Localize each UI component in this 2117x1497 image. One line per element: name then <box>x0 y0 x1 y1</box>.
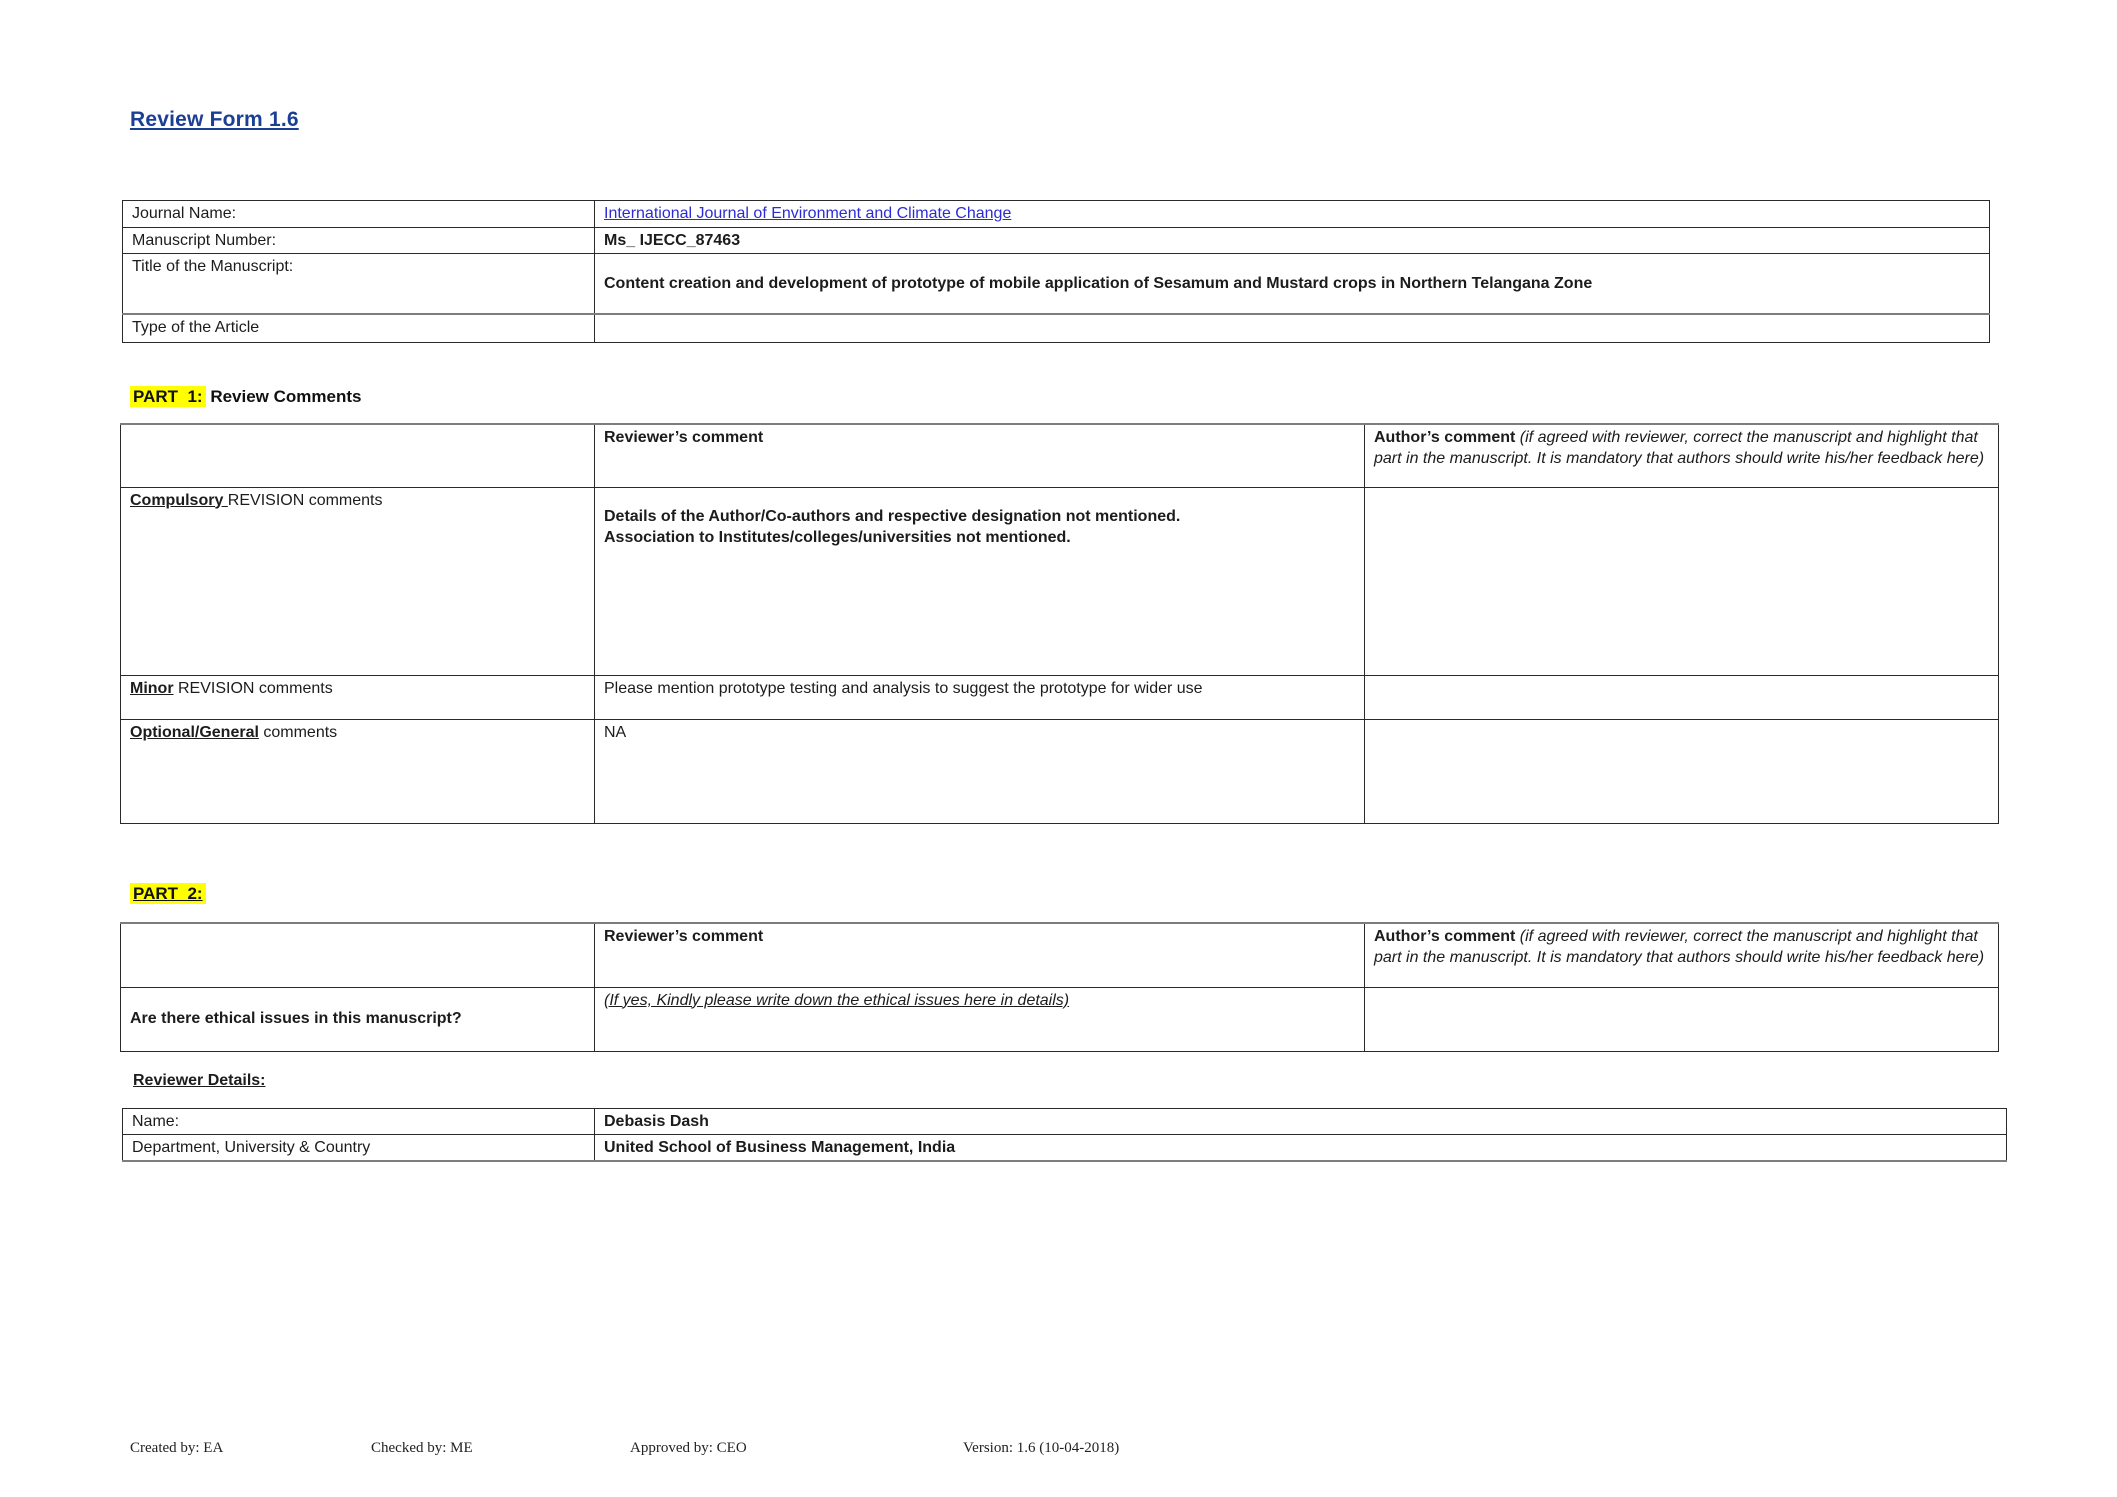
table-row <box>123 1109 2007 1135</box>
footer-approved-by: Approved by: CEO <box>630 1440 747 1456</box>
part1-heading-text: Review Comments <box>210 387 362 406</box>
table-row <box>121 675 1999 719</box>
table-row <box>123 1135 2007 1162</box>
optional-label-rest: comments <box>258 723 338 741</box>
table-row <box>123 314 1990 343</box>
part1-reviewer-comment-header: Reviewer’s comment <box>595 424 1365 487</box>
part2-author-header-title: Author’s comment <box>1374 928 1516 945</box>
part1-header-empty-cell <box>121 424 595 487</box>
compulsory-comment-line2: Association to Institutes/colleges/universities not mentioned. <box>604 528 1071 546</box>
part1-author-header-title: Author’s comment <box>1374 429 1516 446</box>
reviewer-details-heading: Reviewer Details: <box>133 1072 266 1089</box>
table-row <box>121 719 1999 823</box>
compulsory-comment-line1: Details of the Author/Co-authors and respective designation not mentioned. <box>604 507 1181 525</box>
reviewer-dept-label: Department, University & Country <box>123 1135 595 1162</box>
article-type-label: Type of the Article <box>123 314 595 343</box>
minor-revision-label <box>121 675 595 719</box>
part2-author-comment-header <box>1365 923 1999 987</box>
reviewer-name-label: Name: <box>123 1109 595 1135</box>
compulsory-reviewer-comment <box>595 487 1365 675</box>
manuscript-number-label: Manuscript Number: <box>123 228 595 254</box>
manuscript-title-value: Content creation and development of prototype of mobile application of Sesamum and Mustard crops in Northern Telangana Zone <box>595 254 1990 314</box>
optional-reviewer-comment: NA <box>595 719 1365 823</box>
ethical-author-comment <box>1365 987 1999 1051</box>
journal-name-label: Journal Name: <box>123 201 595 228</box>
ethical-issues-note-cell <box>595 987 1365 1051</box>
footer-checked-by: Checked by: ME <box>371 1440 473 1456</box>
table-row <box>121 987 1999 1051</box>
part1-author-comment-header <box>1365 424 1999 487</box>
compulsory-revision-label <box>121 487 595 675</box>
compulsory-label-rest: REVISION comments <box>227 491 383 509</box>
part2-reviewer-comment-header: Reviewer’s comment <box>595 923 1365 987</box>
optional-author-comment <box>1365 719 1999 823</box>
minor-reviewer-comment: Please mention prototype testing and analysis to suggest the prototype for wider use <box>595 675 1365 719</box>
footer-created-by: Created by: EA <box>130 1440 224 1456</box>
optional-general-label <box>121 719 595 823</box>
journal-info-table <box>122 200 1990 343</box>
part2-heading-tag: PART 2: <box>130 883 206 904</box>
optional-label-emph: Optional/General <box>130 723 259 741</box>
footer-version: Version: 1.6 (10-04-2018) <box>963 1440 1120 1456</box>
compulsory-author-comment <box>1365 487 1999 675</box>
compulsory-label-emph: Compulsory <box>130 491 228 509</box>
part1-author-header-note: (if agreed with reviewer, correct the manuscript and highlight that part in the manuscript. It is mandatory that authors should write his/her feedback here) <box>1374 429 1985 468</box>
part1-heading <box>130 387 361 407</box>
reviewer-name-value: Debasis Dash <box>595 1109 2007 1135</box>
manuscript-title-label: Title of the Manuscript: <box>123 254 595 314</box>
table-row <box>123 228 1990 254</box>
page-title: Review Form 1.6 <box>130 108 299 131</box>
part2-ethics-table <box>120 922 1999 1052</box>
table-row <box>123 201 1990 228</box>
ethical-issues-question: Are there ethical issues in this manuscript? <box>121 987 595 1051</box>
part1-heading-tag: PART 1: <box>130 386 206 407</box>
reviewer-details-table <box>122 1108 2007 1162</box>
table-row <box>121 424 1999 487</box>
part2-heading <box>130 884 206 904</box>
journal-name-cell <box>595 201 1990 228</box>
part2-header-empty-cell <box>121 923 595 987</box>
part2-author-header-note: (if agreed with reviewer, correct the manuscript and highlight that part in the manuscript. It is mandatory that authors should write his/her feedback here) <box>1374 928 1985 967</box>
table-row <box>121 923 1999 987</box>
manuscript-number-value: Ms_ IJECC_87463 <box>595 228 1990 254</box>
part1-comments-table <box>120 423 1999 824</box>
table-row <box>121 487 1999 675</box>
journal-name-link[interactable]: International Journal of Environment and Climate Change <box>604 205 1012 222</box>
minor-author-comment <box>1365 675 1999 719</box>
article-type-value <box>595 314 1990 343</box>
table-row <box>123 254 1990 314</box>
reviewer-dept-value: United School of Business Management, India <box>595 1135 2007 1162</box>
minor-label-rest: REVISION comments <box>173 679 333 697</box>
ethical-issues-note: (If yes, Kindly please write down the ethical issues here in details) <box>604 991 1070 1009</box>
minor-label-emph: Minor <box>130 679 174 697</box>
